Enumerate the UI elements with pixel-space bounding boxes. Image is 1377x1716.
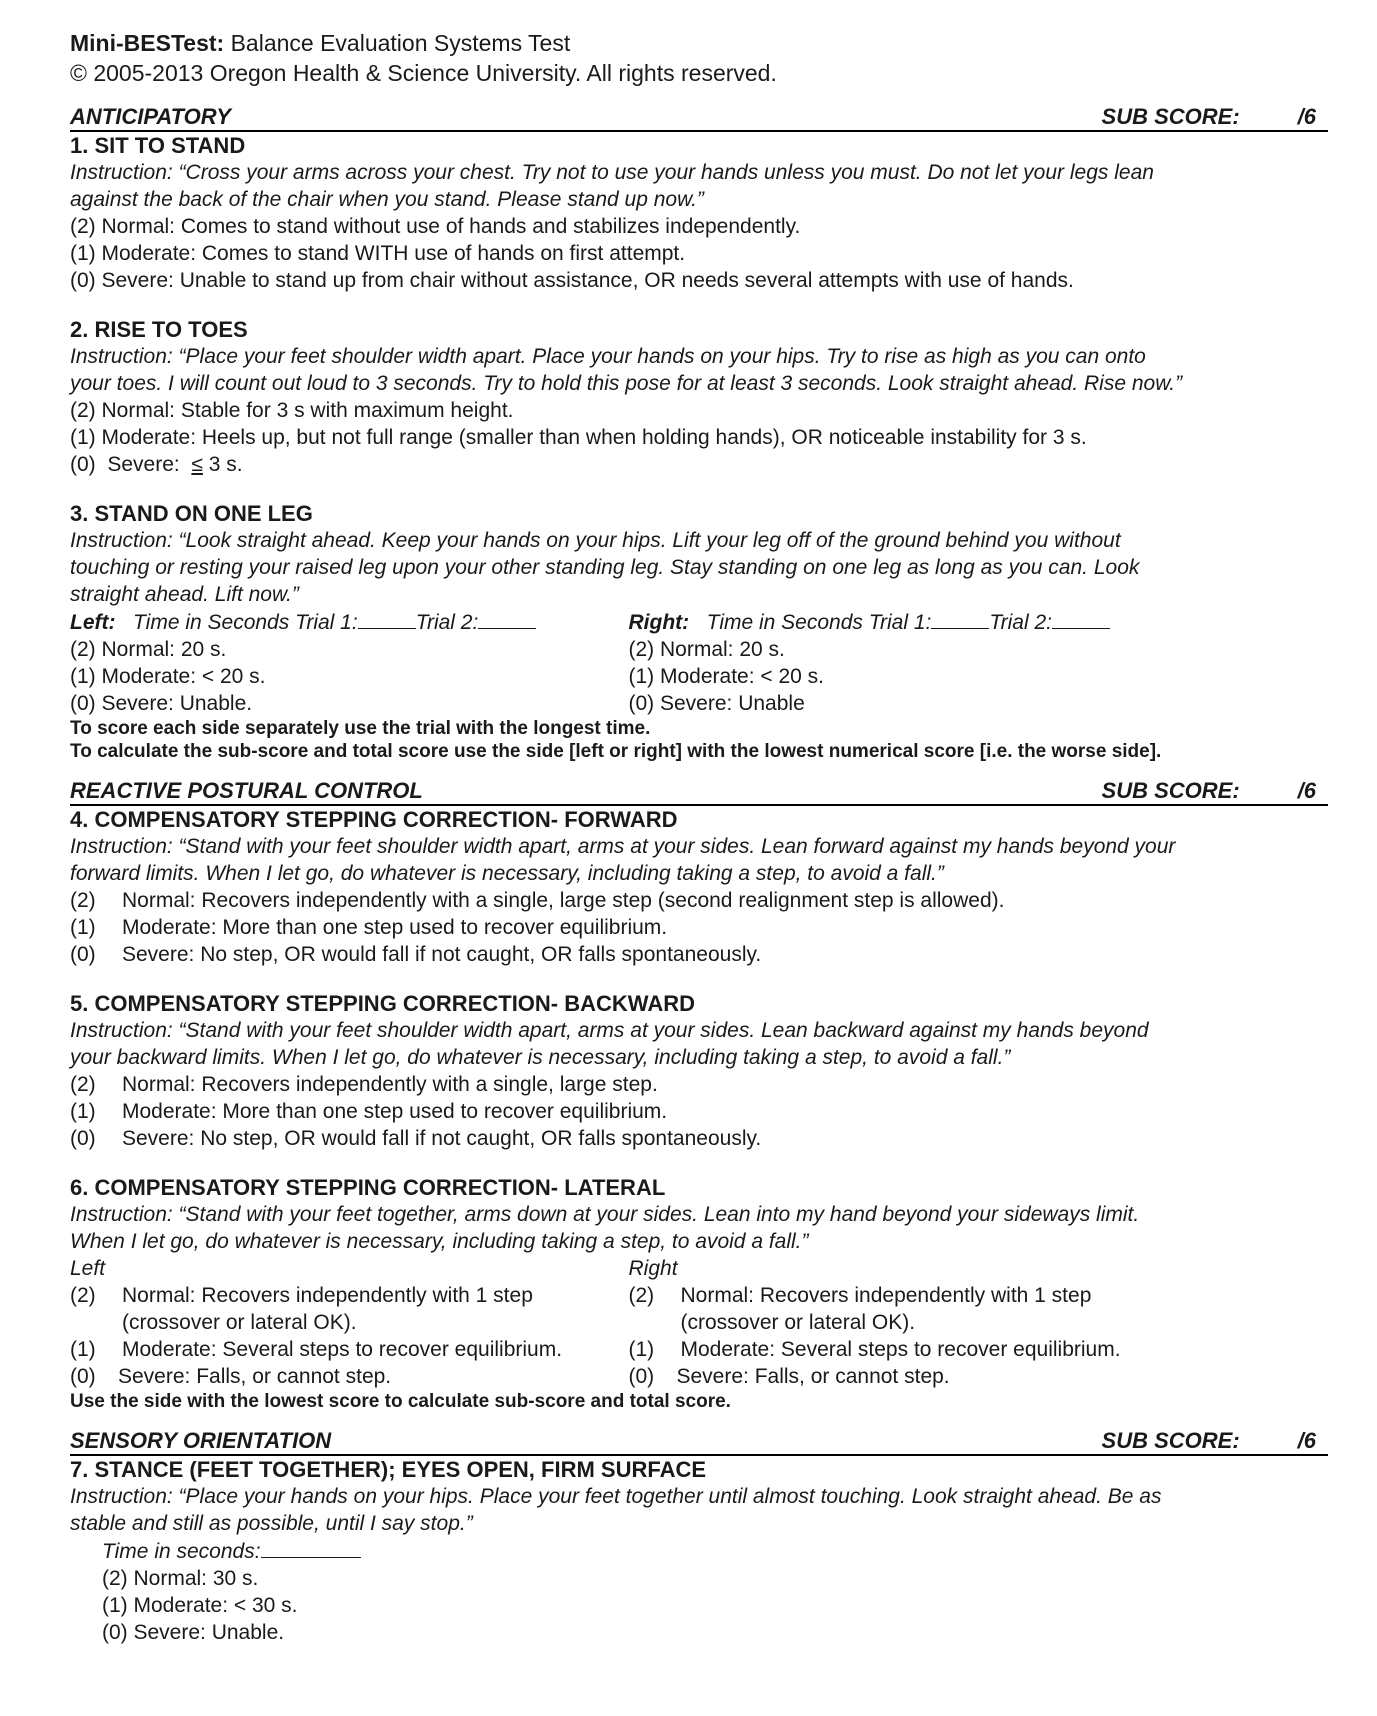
left-option-1 [70,1336,629,1363]
item-2-option-0 [70,451,1187,478]
section-anticipatory-header [70,104,1328,132]
item-7-option-1: (1) Moderate: < 30 s. [102,1594,298,1617]
sub-score-label: SUB SCORE: [1101,104,1240,129]
item-7-time-row [70,1537,1187,1565]
right-trial-row [629,608,1188,636]
left-option-0 [70,1363,629,1390]
option-number: (1) [70,916,96,939]
section-title: REACTIVE POSTURAL CONTROL [70,778,423,803]
option-text: Moderate: Several steps to recover equilibrium. [122,1338,563,1361]
instruction-text: : “Cross your arms across your chest. Try not to use your hands unless you must. Do not let your legs lean against the back of the chair when you stand. Please stand up now.” [70,161,1154,211]
right-option-1: (1) Moderate: < 20 s. [628,665,825,688]
option-number: (0) [70,943,96,966]
trial-2-label: Trial 2: [415,611,479,634]
item-1-option-1: (1) Moderate: Comes to stand WITH use of hands on first attempt. [70,242,686,265]
sub-score-max: /6 [1297,778,1316,803]
left-column [70,608,629,717]
item-5-option-2 [70,1071,1187,1098]
trial-1-blank[interactable] [931,608,989,629]
item-7-title: 7. STANCE (FEET TOGETHER); EYES OPEN, FIRM SURFACE [70,1457,707,1482]
trial-2-blank[interactable] [478,608,536,629]
trial-2-label: Trial 2: [989,611,1052,634]
instruction-label: Instruction [70,161,167,184]
item-3-instruction: Instruction: “Look straight ahead. Keep your hands on your hips. Lift your leg off of the ground behind you without touching or resting your raised leg upon your other standing leg. Stay standing on one leg as long as you can. Look straight ahead. Lift now.” [70,529,1140,606]
item-4-option-2 [70,887,1187,914]
item-4-option-1 [70,914,1187,941]
item-5-instruction: Instruction: “Stand with your feet shoulder width apart, arms at your sides. Lean backward against my hands beyond your backward limits. When I let go, do whatever is necessary, including taking a step, to avoid a fall.” [70,1019,1149,1069]
trial-1-label: Time in Seconds Trial 1: [133,611,358,634]
trial-1-label: Time in Seconds Trial 1: [706,611,932,634]
item-4-title: 4. COMPENSATORY STEPPING CORRECTION- FORWARD [70,807,678,832]
left-label: Left: [70,611,116,634]
section-title: ANTICIPATORY [70,104,231,129]
option-number: (2) [628,1284,655,1307]
option-number: (0) [628,1365,655,1388]
right-option-2: (2) Normal: 20 s. [628,638,785,661]
item-3-note-2: To calculate the sub-score and total score use the side [left or right] with the lowest numerical score [i.e. the worse side]. [70,741,1162,762]
test-name: Mini-BESTest: [70,30,225,56]
left-option-0: (0) Severe: Unable. [70,692,253,715]
item-1-title: 1. SIT TO STAND [70,133,246,158]
right-column [629,608,1188,717]
item-6-instruction: Instruction: “Stand with your feet together, arms down at your sides. Lean into my hand beyond your sideways limit. When I let go, do whatever is necessary, including taking a step, to avoid a fall.” [70,1203,1140,1253]
right-label: Right: [628,611,690,634]
section-title: SENSORY ORIENTATION [70,1428,332,1453]
item-2-option-2: (2) Normal: Stable for 3 s with maximum height. [70,399,514,422]
left-label: Left [70,1257,106,1280]
right-option-0 [629,1363,1188,1390]
right-option-0: (0) Severe: Unable [628,692,805,715]
sub-score [1102,778,1328,804]
option-text: Normal: Recovers independently with a single, large step. [122,1073,658,1096]
item-2-option-1: (1) Moderate: Heels up, but not full range (smaller than when holding hands), OR noticeable instability for 3 s. [70,426,1087,449]
time-label: Time in seconds: [102,1540,261,1563]
trial-2-blank[interactable] [1052,608,1110,629]
option-text: Severe: Falls, or cannot step. [118,1365,392,1388]
option-number: (0) [70,1127,96,1150]
test-full-name: Balance Evaluation Systems Test [224,30,571,56]
copyright: © 2005-2013 Oregon Health & Science University. All rights reserved. [70,60,777,86]
item-3-title: 3. STAND ON ONE LEG [70,501,313,526]
option-number: (1) [70,1338,96,1361]
item-4-instruction: Instruction: “Stand with your feet shoulder width apart, arms at your sides. Lean forward against my hands beyond your forward limits. When I let go, do whatever is necessary, including taking a step, to avoid a fall.” [70,835,1176,885]
section-sensory-header [70,1428,1328,1456]
item-2-instruction: Instruction: “Place your feet shoulder width apart. Place your hands on your hips. Try to rise as high as you can onto your toes. I will count out loud to 3 seconds. Try to hold this pose for at least 3 seconds. Look straight ahead. Rise now.” [70,345,1183,395]
option-text: Moderate: More than one step used to recover equilibrium. [122,916,668,939]
option-prefix: (0) Severe: [70,453,192,476]
less-equal-symbol: ≤ [191,453,203,476]
left-trial-row [70,608,629,636]
left-option-2 [70,1282,629,1336]
option-number: (0) [70,1365,96,1388]
item-1-option-2: (2) Normal: Comes to stand without use of hands and stabilizes independently. [70,215,801,238]
option-text: Moderate: Several steps to recover equilibrium. [680,1338,1121,1361]
time-blank[interactable] [261,1537,361,1558]
item-7-option-2: (2) Normal: 30 s. [102,1567,259,1590]
right-option-2 [629,1282,1188,1336]
option-text: Severe: No step, OR would fall if not caught, OR falls spontaneously. [122,943,762,966]
trial-1-blank[interactable] [358,608,416,629]
sub-score [1102,1428,1328,1454]
item-5-option-1 [70,1098,1187,1125]
sub-score [1102,104,1328,130]
option-number: (1) [70,1100,96,1123]
left-option-2: (2) Normal: 20 s. [70,638,227,661]
item-1-instruction [70,159,1187,213]
option-text: Moderate: More than one step used to recover equilibrium. [122,1100,668,1123]
item-6-columns [70,1255,1187,1390]
item-3-columns [70,608,1187,717]
item-7-option-0: (0) Severe: Unable. [102,1621,285,1644]
item-5-option-0 [70,1125,1187,1152]
item-5-title: 5. COMPENSATORY STEPPING CORRECTION- BACKWARD [70,991,696,1016]
sub-score-label: SUB SCORE: [1101,778,1240,803]
sub-score-max: /6 [1297,104,1316,129]
document-title [70,28,1187,58]
item-1-option-0: (0) Severe: Unable to stand up from chair without assistance, OR needs several attempts with use of hands. [70,269,1074,292]
option-suffix: 3 s. [202,453,243,476]
option-number: (2) [70,889,96,912]
option-text: Severe: No step, OR would fall if not caught, OR falls spontaneously. [122,1127,762,1150]
item-6-title: 6. COMPENSATORY STEPPING CORRECTION- LATERAL [70,1175,666,1200]
item-2-title: 2. RISE TO TOES [70,317,248,342]
right-column [629,1255,1188,1390]
option-number: (2) [70,1284,96,1307]
right-option-1 [629,1336,1188,1363]
item-7-instruction: Instruction: “Place your hands on your hips. Place your feet together until almost touching. Look straight ahead. Be as stable and still as possible, until I say stop.” [70,1485,1162,1535]
left-option-1: (1) Moderate: < 20 s. [70,665,266,688]
section-reactive-header [70,778,1328,806]
option-number: (2) [70,1073,96,1096]
option-text: Normal: Recovers independently with a single, large step (second realignment step is allowed). [122,889,1005,912]
option-text: Severe: Falls, or cannot step. [676,1365,950,1388]
right-label: Right [628,1257,678,1280]
sub-score-label: SUB SCORE: [1101,1428,1240,1453]
item-6-note: Use the side with the lowest score to calculate sub-score and total score. [70,1391,731,1412]
item-4-option-0 [70,941,1187,968]
item-3-note-1: To score each side separately use the trial with the longest time. [70,718,651,739]
option-text: Normal: Recovers independently with 1 step (crossover or lateral OK). [680,1284,1092,1334]
option-text: Normal: Recovers independently with 1 step (crossover or lateral OK). [122,1284,533,1334]
sub-score-max: /6 [1297,1428,1316,1453]
left-column [70,1255,629,1390]
option-number: (1) [628,1338,655,1361]
